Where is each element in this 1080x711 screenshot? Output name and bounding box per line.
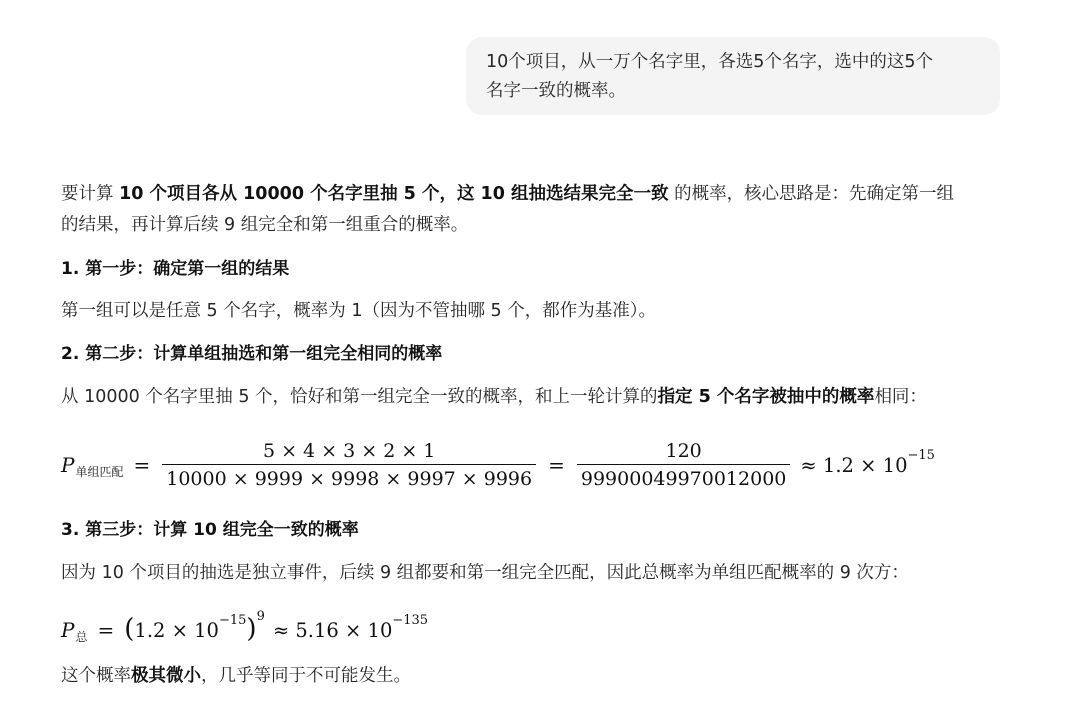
user-message-line: 名字一致的概率。 bbox=[486, 81, 626, 101]
equals-sign: = bbox=[548, 453, 565, 477]
conclusion-text: 这个概率 bbox=[61, 666, 131, 686]
fraction-1 bbox=[162, 440, 536, 490]
step1-text: 第一组可以是任意 5 个名字，概率为 1（因为不管抽哪 5 个，都作为基准）。 bbox=[61, 301, 656, 321]
user-message-line: 10个项目，从一万个名字里，各选5个名字，选中的这5个 bbox=[486, 52, 934, 72]
equals-sign: = bbox=[97, 618, 115, 642]
formula-subscript: 单组匹配 bbox=[75, 464, 124, 479]
exponent: −15 bbox=[907, 447, 935, 463]
base-value: 1.2 × 10 bbox=[134, 618, 219, 642]
formula-variable: P bbox=[61, 453, 75, 477]
fraction-denominator: 10000 × 9999 × 9998 × 9997 × 9996 bbox=[162, 464, 536, 490]
fraction-2 bbox=[577, 440, 791, 490]
step3-heading: 3. 第三步：计算 10 组完全一致的概率 bbox=[61, 520, 359, 540]
fraction-denominator: 99900049970012000 bbox=[577, 464, 791, 490]
step3-text: 因为 10 个项目的抽选是独立事件，后续 9 组都要和第一组完全匹配，因此总概率为单组匹配概率的 9 次方： bbox=[61, 563, 909, 583]
formula-single-match bbox=[61, 437, 935, 493]
formula-total bbox=[61, 610, 428, 650]
exponent: −135 bbox=[392, 612, 429, 628]
approx-value: ≈ 5.16 × 10 bbox=[272, 618, 393, 642]
conclusion-text: ，几乎等同于不可能发生。 bbox=[201, 666, 411, 686]
formula-variable: P bbox=[61, 618, 75, 642]
step2-text bbox=[61, 383, 927, 411]
step2-heading: 2. 第二步：计算单组抽选和第一组完全相同的概率 bbox=[61, 344, 443, 364]
intro-bold: 10 个项目各从 10000 个名字里抽 5 个，这 10 组抽选结果完全一致 bbox=[119, 184, 669, 204]
intro-paragraph bbox=[61, 180, 954, 208]
fraction-numerator: 120 bbox=[665, 440, 702, 462]
formula-subscript: 总 bbox=[75, 629, 88, 644]
approx-value: ≈ 1.2 × 10 bbox=[800, 453, 908, 477]
fraction-numerator: 5 × 4 × 3 × 2 × 1 bbox=[262, 440, 436, 462]
exponent: −15 bbox=[218, 612, 247, 628]
equals-sign: = bbox=[133, 453, 151, 477]
step1-heading: 1. 第一步：确定第一组的结果 bbox=[61, 259, 290, 279]
intro-text: 的概率，核心思路是：先确定第一组 bbox=[668, 184, 955, 204]
power: 9 bbox=[256, 608, 265, 624]
intro-text: 要计算 bbox=[61, 184, 120, 204]
user-message-bubble bbox=[466, 37, 1000, 115]
conclusion-bold: 极其微小 bbox=[131, 666, 201, 686]
left-paren: ( bbox=[124, 614, 135, 644]
intro-paragraph-line2: 的结果，再计算后续 9 组完全和第一组重合的概率。 bbox=[61, 215, 469, 235]
step2-text-part: 从 10000 个名字里抽 5 个，恰好和第一组完全一致的概率，和上一轮计算的 bbox=[61, 387, 658, 407]
right-paren: ) bbox=[246, 614, 257, 644]
step2-text-part: 相同： bbox=[874, 387, 927, 407]
step2-text-bold: 指定 5 个名字被抽中的概率 bbox=[657, 387, 875, 407]
conclusion bbox=[61, 662, 411, 690]
